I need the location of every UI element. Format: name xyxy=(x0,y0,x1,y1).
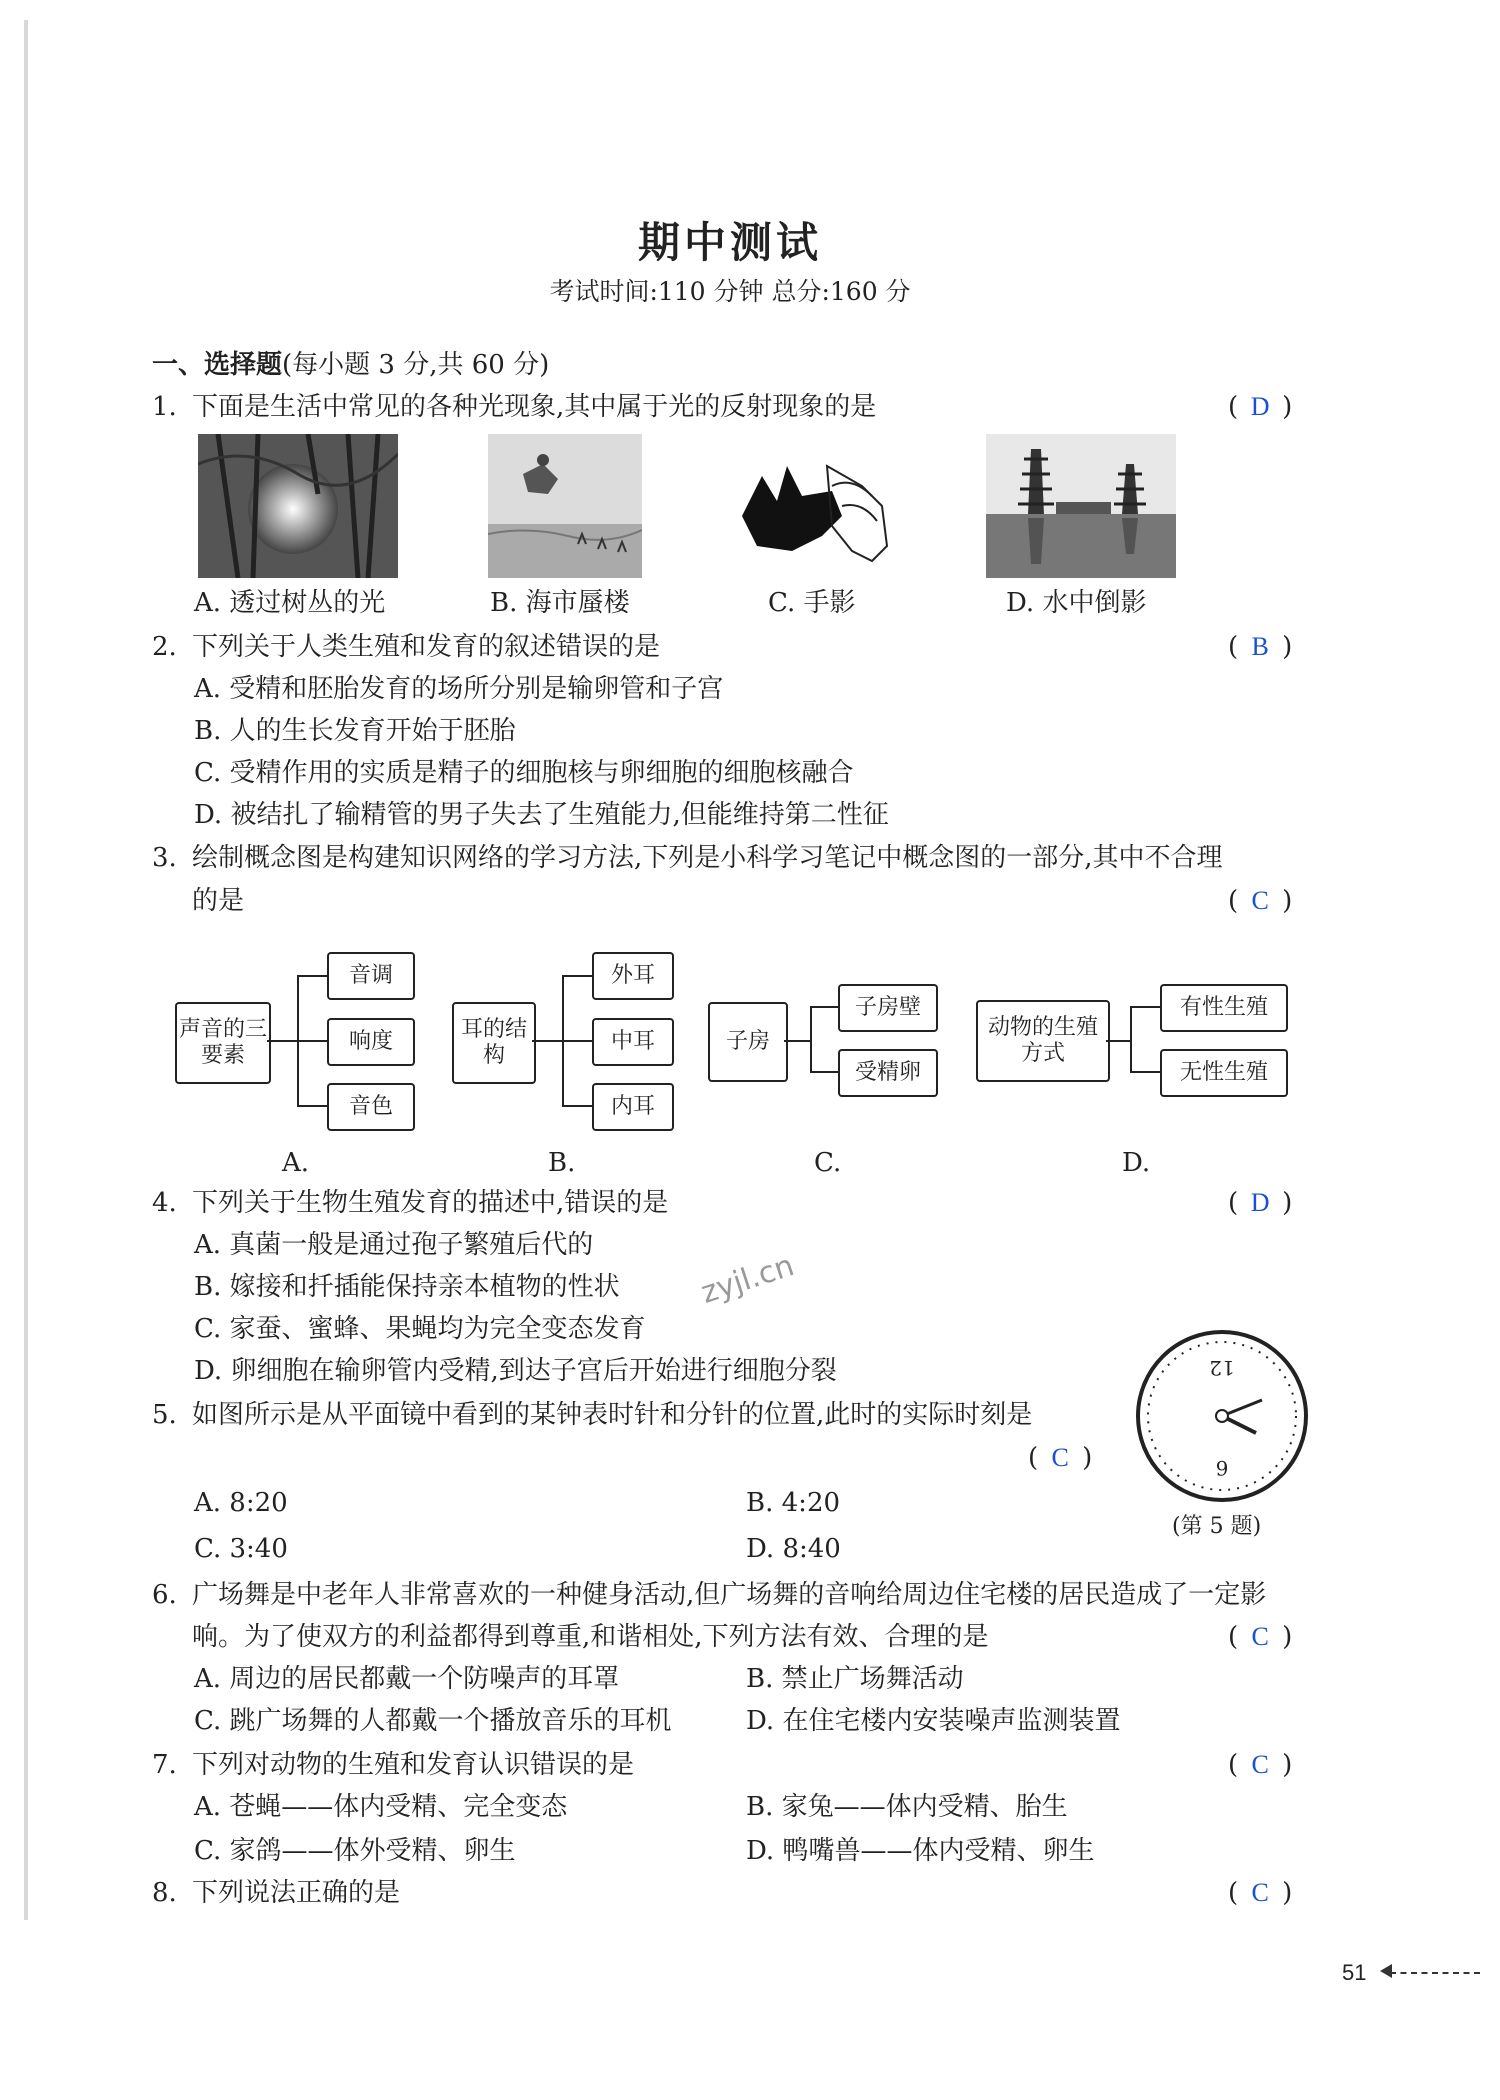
q7-option-c: C. 家鸽——体外受精、卵生 xyxy=(194,1836,516,1866)
q1-stem: 下面是生活中常见的各种光现象,其中属于光的反射现象的是 xyxy=(192,392,877,422)
hand-shadow-image xyxy=(732,456,892,566)
q5-option-d: D. 8:40 xyxy=(746,1534,841,1564)
q2-option-a: A. 受精和胚胎发育的场所分别是输卵管和子宫 xyxy=(194,674,724,704)
connector xyxy=(810,1071,838,1073)
q3-answer: ( C ) xyxy=(1228,886,1293,916)
connector xyxy=(562,975,592,977)
forest-light-photo xyxy=(198,434,398,578)
q7-number: 7. xyxy=(152,1750,177,1780)
q1-option-c: C. 手影 xyxy=(768,588,856,618)
q6-option-a: A. 周边的居民都戴一个防噪声的耳罩 xyxy=(194,1664,620,1694)
diagram-a-leaf: 响度 xyxy=(327,1018,415,1066)
diagram-a-root: 声音的三要素 xyxy=(175,1002,271,1084)
arrow-left-icon xyxy=(1380,1964,1392,1978)
q1-number: 1. xyxy=(152,392,177,422)
q8-number: 8. xyxy=(152,1878,177,1908)
q2-option-d: D. 被结扎了输精管的男子失去了生殖能力,但能维持第二性征 xyxy=(194,800,889,830)
diagram-a-leaf: 音调 xyxy=(327,952,415,1000)
connector xyxy=(810,1006,838,1008)
connector xyxy=(784,1040,810,1042)
clock-12-label: 12 xyxy=(1209,1356,1235,1380)
q7-answer: ( C ) xyxy=(1228,1750,1293,1780)
connector xyxy=(532,1040,562,1042)
q5-option-a: A. 8:20 xyxy=(194,1488,288,1518)
connector xyxy=(1130,1006,1160,1008)
diagram-d-leaf: 有性生殖 xyxy=(1160,984,1288,1032)
q4-stem: 下列关于生物生殖发育的描述中,错误的是 xyxy=(192,1188,669,1218)
q6-stem-cont: 响。为了使双方的利益都得到尊重,和谐相处,下列方法有效、合理的是 xyxy=(192,1622,989,1652)
q1-option-b: B. 海市蜃楼 xyxy=(490,588,630,618)
mirage-photo xyxy=(488,434,642,578)
q7-option-b: B. 家兔——体内受精、胎生 xyxy=(746,1792,1068,1822)
q6-answer: ( C ) xyxy=(1228,1622,1293,1652)
q4-option-a: A. 真菌一般是通过孢子繁殖后代的 xyxy=(194,1230,594,1260)
connector xyxy=(297,1040,327,1042)
diagram-d-label: D. xyxy=(1122,1148,1151,1178)
connector xyxy=(562,1040,592,1042)
diagram-d-root: 动物的生殖方式 xyxy=(976,1000,1110,1082)
q1-answer: ( D ) xyxy=(1228,392,1293,422)
footer-dash-line xyxy=(1390,1972,1480,1974)
diagram-c-leaf: 受精卵 xyxy=(838,1049,938,1097)
q4-option-c: C. 家蚕、蜜蜂、果蝇均为完全变态发育 xyxy=(194,1314,646,1344)
exam-info: 考试时间:110 分钟 总分:160 分 xyxy=(549,277,911,306)
q5-answer: ( C ) xyxy=(1028,1443,1093,1473)
q4-number: 4. xyxy=(152,1188,177,1218)
connector xyxy=(562,1105,592,1107)
diagram-c-label: C. xyxy=(814,1148,842,1178)
q6-option-d: D. 在住宅楼内安装噪声监测装置 xyxy=(746,1706,1121,1736)
connector xyxy=(297,1105,327,1107)
diagram-d-leaf: 无性生殖 xyxy=(1160,1049,1288,1097)
q6-option-c: C. 跳广场舞的人都戴一个播放音乐的耳机 xyxy=(194,1706,672,1736)
q2-answer: ( B ) xyxy=(1228,632,1293,662)
q2-option-b: B. 人的生长发育开始于胚胎 xyxy=(194,716,516,746)
clock-caption: (第 5 题) xyxy=(1172,1514,1262,1539)
q5-option-b: B. 4:20 xyxy=(746,1488,841,1518)
diagram-b-label: B. xyxy=(548,1148,576,1178)
diagram-c-leaf: 子房壁 xyxy=(838,984,938,1032)
q2-stem: 下列关于人类生殖和发育的叙述错误的是 xyxy=(192,632,661,662)
connector xyxy=(1130,1006,1132,1072)
q1-option-d: D. 水中倒影 xyxy=(1006,588,1147,618)
q7-option-a: A. 苍蝇——体内受精、完全变态 xyxy=(194,1792,568,1822)
connector xyxy=(1130,1071,1160,1073)
diagram-b-leaf: 中耳 xyxy=(592,1018,674,1066)
clock-6-label: 6 xyxy=(1215,1456,1229,1480)
diagram-b-root: 耳的结构 xyxy=(452,1002,536,1084)
q5-stem: 如图所示是从平面镜中看到的某钟表时针和分针的位置,此时的实际时刻是 xyxy=(192,1400,1033,1430)
q6-stem: 广场舞是中老年人非常喜欢的一种健身活动,但广场舞的音响给周边住宅楼的居民造成了一定影 xyxy=(192,1580,1267,1610)
q5-option-c: C. 3:40 xyxy=(194,1534,288,1564)
mirror-clock-figure xyxy=(1134,1328,1310,1504)
page-number: 51 xyxy=(1342,1960,1367,1985)
diagram-a-label: A. xyxy=(282,1148,310,1178)
q4-option-d: D. 卵细胞在输卵管内受精,到达子宫后开始进行细胞分裂 xyxy=(194,1356,837,1386)
pagoda-reflection-photo xyxy=(986,434,1176,578)
page-title: 期中测试 xyxy=(637,218,822,267)
connector xyxy=(810,1006,812,1072)
watermark: zyjl.cn xyxy=(696,1248,799,1311)
q1-option-a: A. 透过树丛的光 xyxy=(194,588,386,618)
q6-option-b: B. 禁止广场舞活动 xyxy=(746,1664,964,1694)
connector xyxy=(1106,1040,1130,1042)
q7-stem: 下列对动物的生殖和发育认识错误的是 xyxy=(192,1750,635,1780)
diagram-b-leaf: 内耳 xyxy=(592,1083,674,1131)
q2-option-c: C. 受精作用的实质是精子的细胞核与卵细胞的细胞核融合 xyxy=(194,758,854,788)
q4-answer: ( D ) xyxy=(1228,1188,1293,1218)
section-heading: 一、选择题(每小题 3 分,共 60 分) xyxy=(152,350,550,380)
diagram-a-leaf: 音色 xyxy=(327,1083,415,1131)
q8-stem: 下列说法正确的是 xyxy=(192,1878,401,1908)
q2-number: 2. xyxy=(152,632,177,662)
diagram-b-leaf: 外耳 xyxy=(592,952,674,1000)
q5-number: 5. xyxy=(152,1400,177,1430)
diagram-c-root: 子房 xyxy=(708,1002,788,1082)
q8-answer: ( C ) xyxy=(1228,1878,1293,1908)
q6-number: 6. xyxy=(152,1580,177,1610)
q3-stem-cont: 的是 xyxy=(192,886,245,916)
connector xyxy=(267,1040,297,1042)
connector xyxy=(297,975,327,977)
q3-number: 3. xyxy=(152,843,177,873)
q4-option-b: B. 嫁接和扦插能保持亲本植物的性状 xyxy=(194,1272,620,1302)
q3-stem: 绘制概念图是构建知识网络的学习方法,下列是小科学习笔记中概念图的一部分,其中不合理 xyxy=(192,843,1223,873)
q7-option-d: D. 鸭嘴兽——体内受精、卵生 xyxy=(746,1836,1095,1866)
